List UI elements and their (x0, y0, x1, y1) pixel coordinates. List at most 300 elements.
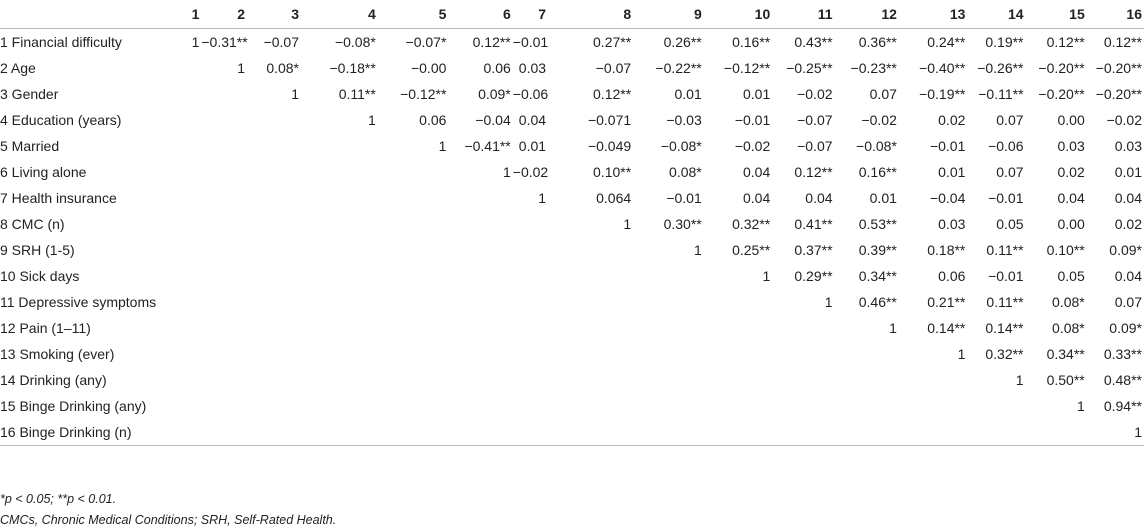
correlation-cell: −0.02 (797, 86, 833, 102)
correlation-cell (513, 289, 548, 315)
correlation-cell (378, 237, 449, 263)
correlation-cell: 0.37** (794, 242, 833, 258)
correlation-cell: 0.00 (1057, 112, 1085, 128)
correlation-cell (704, 315, 773, 341)
row-label: 16 Binge Drinking (n) (0, 419, 179, 446)
correlation-cell (633, 393, 704, 419)
correlation-cell: −0.26** (977, 60, 1024, 76)
correlation-cell (301, 315, 378, 341)
correlation-cell: −0.23** (850, 60, 897, 76)
row-label: 11 Depressive symptoms (0, 294, 157, 310)
abbreviations-note: CMCs, Chronic Medical Conditions; SRH, Self-Rated Health. (0, 513, 337, 527)
correlation-cell (301, 393, 378, 419)
correlation-cell (301, 289, 378, 315)
correlation-cell (247, 107, 301, 133)
table-row (0, 263, 1144, 289)
correlation-cell: −0.07 (797, 138, 833, 154)
correlation-cell (301, 341, 378, 367)
correlation-cell (899, 419, 968, 446)
header-cell-14: 14 (1007, 6, 1024, 22)
correlation-cell (548, 315, 633, 341)
table-row (0, 211, 1144, 237)
correlation-cell (179, 315, 202, 341)
correlation-cell (378, 263, 449, 289)
row-label: 2 Age (0, 60, 36, 76)
row-label: 4 Education (years) (0, 112, 122, 128)
correlation-cell: −0.31** (201, 29, 247, 56)
correlation-cell (201, 367, 247, 393)
correlation-cell: 0.08* (266, 60, 300, 76)
correlation-cell: 0.04 (1114, 268, 1142, 284)
correlation-cell: 0.07 (869, 86, 897, 102)
table-row (0, 133, 1144, 159)
correlation-cell (448, 263, 512, 289)
correlation-cell: −0.04 (475, 112, 511, 128)
correlation-cell: 0.04 (1114, 190, 1142, 206)
row-label: 13 Smoking (ever) (0, 346, 115, 362)
correlation-cell: 0.12** (1026, 29, 1087, 56)
correlation-cell: 0.064 (596, 190, 632, 206)
correlation-cell (513, 315, 548, 341)
correlation-cell: 0.11** (986, 294, 1024, 310)
correlation-cell (772, 367, 834, 393)
correlation-cell (179, 263, 202, 289)
header-cell-6: 6 (502, 6, 511, 22)
correlation-cell: −0.40** (919, 60, 966, 76)
table-row (0, 107, 1144, 133)
correlation-cell: −0.06 (988, 138, 1024, 154)
correlation-cell: 1 (538, 190, 547, 206)
correlation-cell (704, 393, 773, 419)
correlation-cell (448, 419, 512, 446)
correlation-cell (513, 211, 548, 237)
correlation-cell (772, 419, 834, 446)
correlation-cell (378, 393, 449, 419)
correlation-cell: −0.12** (400, 86, 447, 102)
correlation-cell (201, 133, 247, 159)
correlation-cell (378, 211, 449, 237)
correlation-cell (448, 393, 512, 419)
table-header (0, 0, 1144, 29)
correlation-cell: 0.34** (858, 268, 897, 284)
correlation-cell (772, 393, 834, 419)
correlation-cell (247, 341, 301, 367)
correlation-cell: 1 (1015, 372, 1024, 388)
correlation-cell: −0.08* (660, 138, 702, 154)
correlation-cell (179, 55, 202, 81)
correlation-cell: 0.29** (794, 268, 833, 284)
correlation-cell: 0.16** (858, 164, 897, 180)
correlation-cell: 0.04 (743, 164, 771, 180)
correlation-cell: 0.19** (967, 29, 1025, 56)
correlation-cell: 1 (824, 294, 833, 310)
correlation-cell (301, 211, 378, 237)
correlation-cell (179, 237, 202, 263)
correlation-cell: −0.02 (1106, 112, 1142, 128)
correlation-cell (835, 393, 899, 419)
correlation-cell: 0.06 (483, 60, 511, 76)
header-row (0, 0, 1144, 29)
correlation-cell (301, 419, 378, 446)
correlation-cell: 0.18** (927, 242, 966, 258)
header-cell-3: 3 (291, 6, 300, 22)
correlation-cell: 1 (179, 29, 202, 56)
correlation-cell: −0.07 (797, 112, 833, 128)
row-label: 9 SRH (1-5) (0, 242, 75, 258)
correlation-cell (704, 367, 773, 393)
row-label: 8 CMC (n) (0, 216, 65, 232)
correlation-cell: −0.01 (988, 268, 1024, 284)
correlation-cell (247, 159, 301, 185)
row-label: 3 Gender (0, 86, 59, 102)
correlation-cell: 0.00 (1057, 216, 1085, 232)
correlation-cell: 1 (502, 164, 511, 180)
correlation-cell (633, 263, 704, 289)
correlation-cell (704, 289, 773, 315)
table-row (0, 367, 1144, 393)
correlation-cell (835, 367, 899, 393)
correlation-cell (513, 263, 548, 289)
correlation-cell: 0.12** (1087, 29, 1144, 56)
correlation-cell: −0.01 (513, 29, 548, 56)
header-cell-1: 1 (191, 6, 200, 22)
correlation-cell: 0.34** (1046, 346, 1085, 362)
correlation-cell: 0.30** (663, 216, 702, 232)
correlation-cell (378, 341, 449, 367)
correlation-cell (201, 263, 247, 289)
row-label: 6 Living alone (0, 164, 87, 180)
correlation-cell: −0.20** (1038, 60, 1085, 76)
header-cell-9: 9 (693, 6, 702, 22)
correlation-cell: −0.01 (988, 190, 1024, 206)
correlation-cell (1026, 419, 1087, 446)
correlation-cell: 0.26** (633, 29, 704, 56)
correlation-cell: 0.03 (1114, 138, 1142, 154)
correlation-cell (548, 393, 633, 419)
correlation-cell: 0.01 (518, 138, 547, 154)
correlation-cell (448, 315, 512, 341)
correlation-cell (247, 263, 301, 289)
correlation-cell (179, 133, 202, 159)
correlation-cell: −0.071 (587, 112, 632, 128)
table-row (0, 393, 1144, 419)
table-row (0, 289, 1144, 315)
correlation-cell: 0.10** (1046, 242, 1085, 258)
correlation-cell (301, 263, 378, 289)
correlation-cell (247, 419, 301, 446)
correlation-cell (201, 185, 247, 211)
correlation-cell: 0.25** (732, 242, 771, 258)
table-row (0, 419, 1144, 446)
correlation-cell: 0.21** (927, 294, 966, 310)
correlation-cell (704, 341, 773, 367)
correlation-cell (247, 315, 301, 341)
header-cell-15: 15 (1069, 6, 1085, 22)
correlation-cell: 0.03 (1057, 138, 1085, 154)
correlation-cell: −0.07* (378, 29, 449, 56)
correlation-cell: 0.14** (985, 320, 1024, 336)
correlation-cell (179, 211, 202, 237)
correlation-cell (704, 419, 773, 446)
correlation-cell (548, 289, 633, 315)
correlation-cell: 0.03 (938, 216, 966, 232)
correlation-cell: 0.03 (518, 60, 547, 76)
correlation-cell: 0.05 (1057, 268, 1085, 284)
correlation-cell (247, 237, 301, 263)
correlation-cell: 0.16** (704, 29, 773, 56)
correlation-cell (201, 419, 247, 446)
correlation-cell (448, 289, 512, 315)
correlation-cell (899, 367, 968, 393)
header-cell-5: 5 (438, 6, 447, 22)
header-cell-label (0, 0, 179, 29)
header-cell-2: 2 (237, 6, 246, 22)
correlation-cell: 0.32** (985, 346, 1024, 362)
correlation-cell: −0.12** (723, 60, 771, 76)
row-label: 7 Health insurance (0, 190, 117, 206)
correlation-cell (179, 107, 202, 133)
correlation-cell: −0.02 (861, 112, 897, 128)
correlation-cell (201, 315, 247, 341)
correlation-cell: 1 (1076, 398, 1085, 414)
correlation-cell: −0.06 (512, 86, 549, 102)
correlation-cell (448, 185, 512, 211)
table-footnotes (0, 489, 1144, 531)
correlation-cell (967, 393, 1025, 419)
correlation-cell (301, 159, 378, 185)
correlation-cell: 1 (762, 268, 771, 284)
correlation-cell: 0.09* (478, 86, 511, 102)
correlation-cell: 0.07 (1114, 294, 1142, 310)
correlation-cell: −0.22** (655, 60, 702, 76)
correlation-cell (378, 315, 449, 341)
correlation-cell (548, 419, 633, 446)
correlation-cell: −0.049 (587, 138, 632, 154)
correlation-cell (247, 367, 301, 393)
correlation-cell: 0.01 (674, 86, 702, 102)
correlation-cell: 0.02 (1057, 164, 1085, 180)
correlation-cell (179, 341, 202, 367)
correlation-cell (448, 237, 512, 263)
correlation-cell (179, 289, 202, 315)
correlation-cell (548, 341, 633, 367)
correlation-cell: −0.01 (666, 190, 702, 206)
correlation-cell: −0.01 (734, 112, 771, 128)
correlation-cell: −0.08* (301, 29, 378, 56)
correlation-cell (448, 367, 512, 393)
correlation-cell: 0.04 (805, 190, 833, 206)
correlation-cell: 0.01 (869, 190, 897, 206)
row-label: 5 Married (0, 138, 60, 154)
correlation-cell (967, 419, 1025, 446)
correlation-cell: 1 (889, 320, 897, 336)
correlation-cell (772, 341, 834, 367)
header-cell-8: 8 (623, 6, 632, 22)
correlation-cell (201, 393, 247, 419)
correlation-cell: 0.09* (1109, 320, 1142, 336)
correlation-cell: 0.43** (772, 29, 834, 56)
correlation-cell: 0.46** (858, 294, 897, 310)
correlation-cell: 0.05 (996, 216, 1024, 232)
correlation-cell: −0.03 (666, 112, 702, 128)
correlation-cell (548, 367, 633, 393)
correlation-cell (201, 159, 247, 185)
correlation-cell (513, 393, 548, 419)
correlation-cell: 0.02 (938, 112, 966, 128)
correlation-cell: 0.36** (835, 29, 899, 56)
correlation-cell: −0.04 (929, 190, 966, 206)
correlation-cell: 0.01 (938, 164, 966, 180)
correlation-cell (513, 367, 548, 393)
correlation-cell (201, 81, 247, 107)
correlation-cell (633, 315, 704, 341)
correlation-cell: 1 (1087, 419, 1144, 446)
correlation-cell (513, 237, 548, 263)
correlation-cell: 0.09* (1109, 242, 1142, 258)
significance-note: *p < 0.05; **p < 0.01. (0, 492, 117, 506)
correlation-cell (378, 289, 449, 315)
correlation-cell: 0.24** (899, 29, 968, 56)
table-row (0, 55, 1144, 81)
correlation-cell (301, 185, 378, 211)
correlation-cell (201, 341, 247, 367)
correlation-cell: 0.07 (996, 164, 1024, 180)
correlation-cell: 0.32** (732, 216, 771, 232)
correlation-cell (448, 341, 512, 367)
correlation-cell (201, 107, 247, 133)
correlation-cell: 0.48** (1103, 372, 1142, 388)
correlation-cell: 0.12** (794, 164, 833, 180)
correlation-cell (179, 81, 202, 107)
correlation-cell (835, 419, 899, 446)
correlation-cell: −0.08* (856, 138, 897, 154)
correlation-cell (633, 289, 704, 315)
correlation-cell: 0.27** (548, 29, 633, 56)
correlation-cell: −0.07 (595, 60, 632, 76)
table-row (0, 159, 1144, 185)
correlation-cell: 0.01 (1114, 164, 1142, 180)
correlation-cell (835, 341, 899, 367)
correlation-cell (378, 367, 449, 393)
row-label: 15 Binge Drinking (any) (0, 398, 147, 414)
correlation-cell: 0.08* (669, 164, 702, 180)
correlation-cell (548, 237, 633, 263)
correlation-cell: 0.04 (1057, 190, 1085, 206)
correlation-cell (247, 133, 301, 159)
header-cell-10: 10 (754, 6, 771, 22)
correlation-cell (179, 419, 202, 446)
correlation-cell (247, 211, 301, 237)
correlation-cell (548, 263, 633, 289)
correlation-cell: 0.04 (518, 112, 547, 128)
table-row (0, 185, 1144, 211)
correlation-cell: 0.11** (986, 242, 1024, 258)
correlation-cell (513, 419, 548, 446)
correlation-cell: 0.39** (858, 242, 897, 258)
correlation-cell: 0.04 (743, 190, 771, 206)
header-cell-4: 4 (368, 6, 376, 22)
correlation-cell (301, 367, 378, 393)
correlation-cell (301, 237, 378, 263)
row-label: 1 Financial difficulty (0, 29, 179, 56)
correlation-cell (247, 289, 301, 315)
correlation-cell (247, 393, 301, 419)
correlation-cell: 0.02 (1114, 216, 1142, 232)
correlation-cell: −0.20** (1095, 60, 1142, 76)
correlation-cell: 0.12** (448, 29, 512, 56)
correlation-cell (772, 315, 834, 341)
header-cell-16: 16 (1126, 6, 1142, 22)
correlation-cell: 1 (368, 112, 376, 128)
table-row (0, 315, 1144, 341)
correlation-cell: 0.07 (996, 112, 1024, 128)
correlation-cell (448, 211, 512, 237)
correlation-cell (301, 133, 378, 159)
correlation-cell: 0.53** (858, 216, 897, 232)
correlation-cell (513, 341, 548, 367)
correlation-cell (179, 159, 202, 185)
correlation-cell: −0.02 (734, 138, 771, 154)
correlation-cell (201, 289, 247, 315)
correlation-cell: −0.01 (929, 138, 966, 154)
correlation-cell (179, 367, 202, 393)
correlation-cell (378, 185, 449, 211)
table-row (0, 237, 1144, 263)
correlation-cell (247, 185, 301, 211)
header-cell-13: 13 (949, 6, 966, 22)
correlation-cell: 1 (237, 60, 246, 76)
correlation-cell: 0.08* (1052, 320, 1085, 336)
table-row (0, 81, 1144, 107)
correlation-cell: −0.02 (512, 164, 549, 180)
correlation-cell: 0.06 (419, 112, 447, 128)
correlation-cell: −0.07 (247, 29, 301, 56)
correlation-cell (633, 341, 704, 367)
correlation-cell: −0.20** (1095, 86, 1142, 102)
correlation-cell (633, 367, 704, 393)
correlation-cell: −0.25** (786, 60, 833, 76)
correlation-cell: 0.01 (743, 86, 771, 102)
correlation-cell: −0.11** (978, 86, 1024, 102)
header-cell-11: 11 (817, 6, 833, 22)
correlation-cell: −0.41** (464, 138, 511, 154)
row-label: 10 Sick days (0, 268, 80, 284)
correlation-cell: 1 (693, 242, 702, 258)
correlation-cell: 0.41** (794, 216, 833, 232)
table-row (0, 29, 1144, 56)
correlation-cell (201, 237, 247, 263)
correlation-cell: 0.94** (1103, 398, 1142, 414)
correlation-cell: 0.14** (927, 320, 966, 336)
header-cell-12: 12 (881, 6, 897, 22)
row-label: 14 Drinking (any) (0, 372, 107, 388)
correlation-cell (201, 211, 247, 237)
correlation-cell: −0.20** (1038, 86, 1085, 102)
correlation-cell: 1 (291, 86, 300, 102)
correlation-cell: 0.10** (593, 164, 632, 180)
correlation-cell: 1 (957, 346, 966, 362)
correlation-cell: −0.00 (410, 60, 447, 76)
correlation-cell (179, 185, 202, 211)
table-row (0, 341, 1144, 367)
correlation-cell: −0.19** (919, 86, 966, 102)
correlation-cell: −0.18** (329, 60, 376, 76)
correlation-cell: 0.08* (1052, 294, 1085, 310)
correlation-cell (633, 419, 704, 446)
correlation-cell (378, 159, 449, 185)
correlation-cell: 0.12** (593, 86, 632, 102)
correlation-cell: 1 (438, 138, 447, 154)
